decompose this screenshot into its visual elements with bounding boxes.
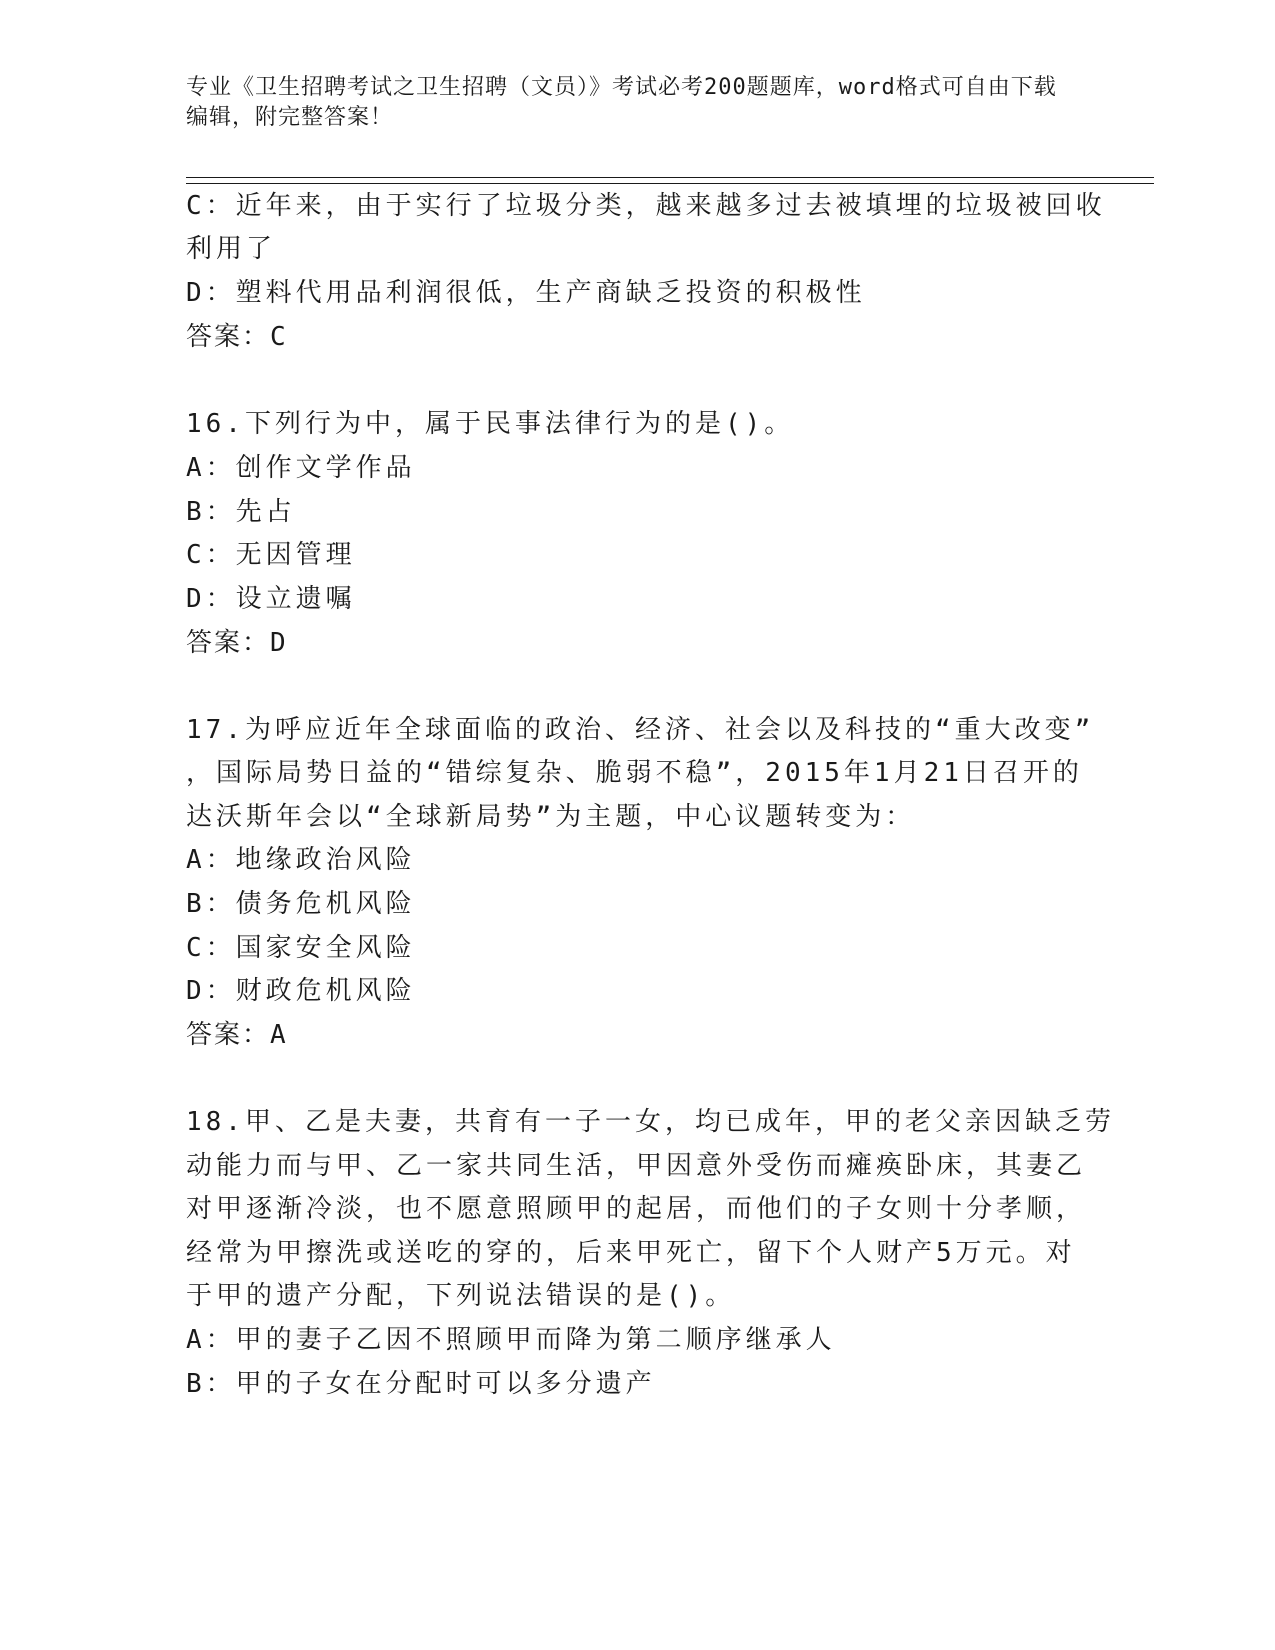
- header-divider-bottom: [186, 183, 1154, 184]
- header-divider-top: [186, 177, 1154, 178]
- q16-option-d: D：设立遗嘱: [186, 584, 356, 614]
- q16-option-c: C：无因管理: [186, 540, 356, 570]
- q18-question-line4: 经常为甲擦洗或送吃的穿的，后来甲死亡，留下个人财产5万元。对: [186, 1238, 1076, 1268]
- q16-answer: 答案：D: [186, 628, 288, 658]
- q16-option-a: A：创作文学作品: [186, 453, 416, 483]
- q17-question-line2: ，国际局势日益的“错综复杂、脆弱不稳”，2015年1月21日召开的: [186, 758, 1083, 788]
- q15-answer: 答案：C: [186, 322, 288, 352]
- q18-option-a: A：甲的妻子乙因不照顾甲而降为第二顺序继承人: [186, 1325, 836, 1355]
- q17-option-d: D：财政危机风险: [186, 976, 416, 1006]
- q17-question-line1: 17.为呼应近年全球面临的政治、经济、社会以及科技的“重大改变”: [186, 715, 1095, 745]
- q17-answer: 答案：A: [186, 1020, 288, 1050]
- q18-question-line5: 于甲的遗产分配，下列说法错误的是()。: [186, 1281, 736, 1311]
- q17-question-line3: 达沃斯年会以“全球新局势”为主题，中心议题转变为：: [186, 802, 916, 832]
- q17-option-a: A：地缘政治风险: [186, 845, 416, 875]
- q17-option-b: B：债务危机风险: [186, 889, 416, 919]
- q16-question: 16.下列行为中，属于民事法律行为的是()。: [186, 409, 795, 439]
- q18-option-b: B：甲的子女在分配时可以多分遗产: [186, 1369, 656, 1399]
- q17-option-c: C：国家安全风险: [186, 933, 416, 963]
- q16-option-b: B：先占: [186, 497, 296, 527]
- q18-question-line1: 18.甲、乙是夫妻，共育有一子一女，均已成年，甲的老父亲因缺乏劳: [186, 1107, 1115, 1137]
- q18-question-line2: 动能力而与甲、乙一家共同生活，甲因意外受伤而瘫痪卧床，其妻乙: [186, 1151, 1087, 1181]
- document-header: 专业《卫生招聘考试之卫生招聘（文员）》考试必考200题题库，word格式可自由下载编辑，附完整答案！: [186, 75, 1057, 130]
- q18-question-line3: 对甲逐渐冷淡，也不愿意照顾甲的起居，而他们的子女则十分孝顺，: [186, 1194, 1087, 1224]
- q15-option-d: D：塑料代用品利润很低，生产商缺乏投资的积极性: [186, 278, 866, 308]
- q15-option-c-line1: C：近年来，由于实行了垃圾分类，越来越多过去被填埋的垃圾被回收: [186, 191, 1106, 221]
- q15-option-c-line2: 利用了: [186, 234, 277, 264]
